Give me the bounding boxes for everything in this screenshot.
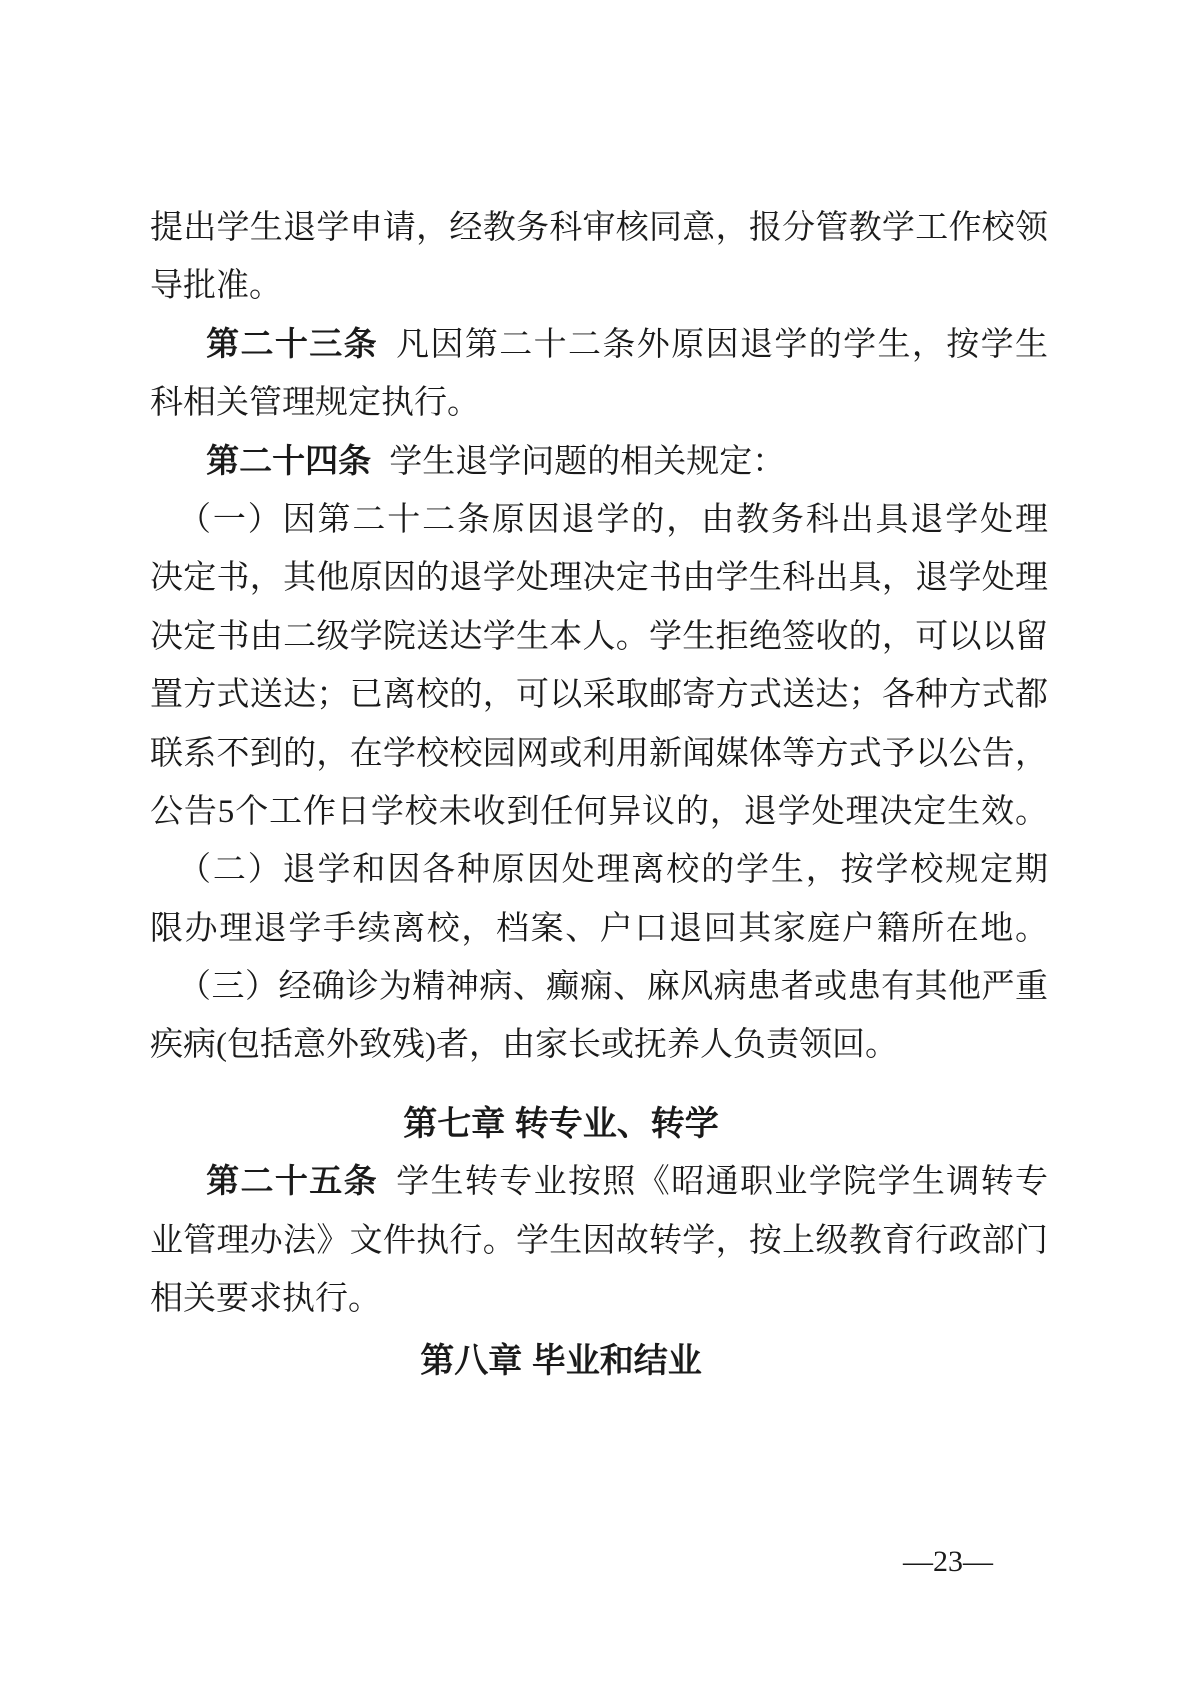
text-line: 第二十四条 学生退学问题的相关规定： (206, 443, 786, 480)
text-line: 联系不到的，在学校校园网或利用新闻媒体等方式予以公告， (150, 735, 1048, 772)
text-line: 第二十三条 凡因第二十二条外原因退学的学生，按学生 (206, 326, 1049, 363)
text-line: 决定书，其他原因的退学处理决定书由学生科出具，退学处理 (150, 560, 1048, 597)
text-line: （三）经确诊为精神病、癫痫、麻风病患者或患有其他严重 (178, 969, 1048, 1006)
document-body (150, 199, 1048, 1391)
page-number: —23— (903, 1545, 993, 1578)
text-line: 公告5个工作日学校未收到任何异议的，退学处理决定生效。 (150, 793, 1048, 830)
text-line: 决定书由二级学院送达学生本人。学生拒绝签收的，可以以留 (150, 618, 1048, 655)
text-line: （二）退学和因各种原因处理离校的学生，按学校规定期 (178, 852, 1048, 889)
text-line: 科相关管理规定执行。 (150, 385, 480, 422)
article-number-lead: 第二十五条 (206, 1164, 378, 1201)
chapter-heading: 第七章 转专业、转学 (403, 1104, 719, 1143)
article-number-lead: 第二十三条 (206, 326, 378, 363)
article-number-lead: 第二十四条 (206, 443, 372, 480)
text-line: 疾病(包括意外致残)者，由家长或抚养人负责领回。 (150, 1027, 898, 1064)
text-line: 相关要求执行。 (150, 1281, 381, 1318)
text-line: 限办理退学手续离校，档案、户口退回其家庭户籍所在地。 (150, 910, 1048, 947)
text-line: （一）因第二十二条原因退学的，由教务科出具退学处理 (178, 501, 1048, 538)
text-line: 提出学生退学申请，经教务科审核同意，报分管教学工作校领 (150, 210, 1048, 246)
text-line: 置方式送达；已离校的，可以采取邮寄方式送达；各种方式都 (150, 677, 1048, 714)
text-line: 导批准。 (150, 268, 282, 305)
text-line: 业管理办法》文件执行。学生因故转学，按上级教育行政部门 (150, 1222, 1048, 1259)
text-line: 第二十五条 学生转专业按照《昭通职业学院学生调转专 (206, 1164, 1049, 1201)
chapter-heading: 第八章 毕业和结业 (420, 1342, 702, 1381)
